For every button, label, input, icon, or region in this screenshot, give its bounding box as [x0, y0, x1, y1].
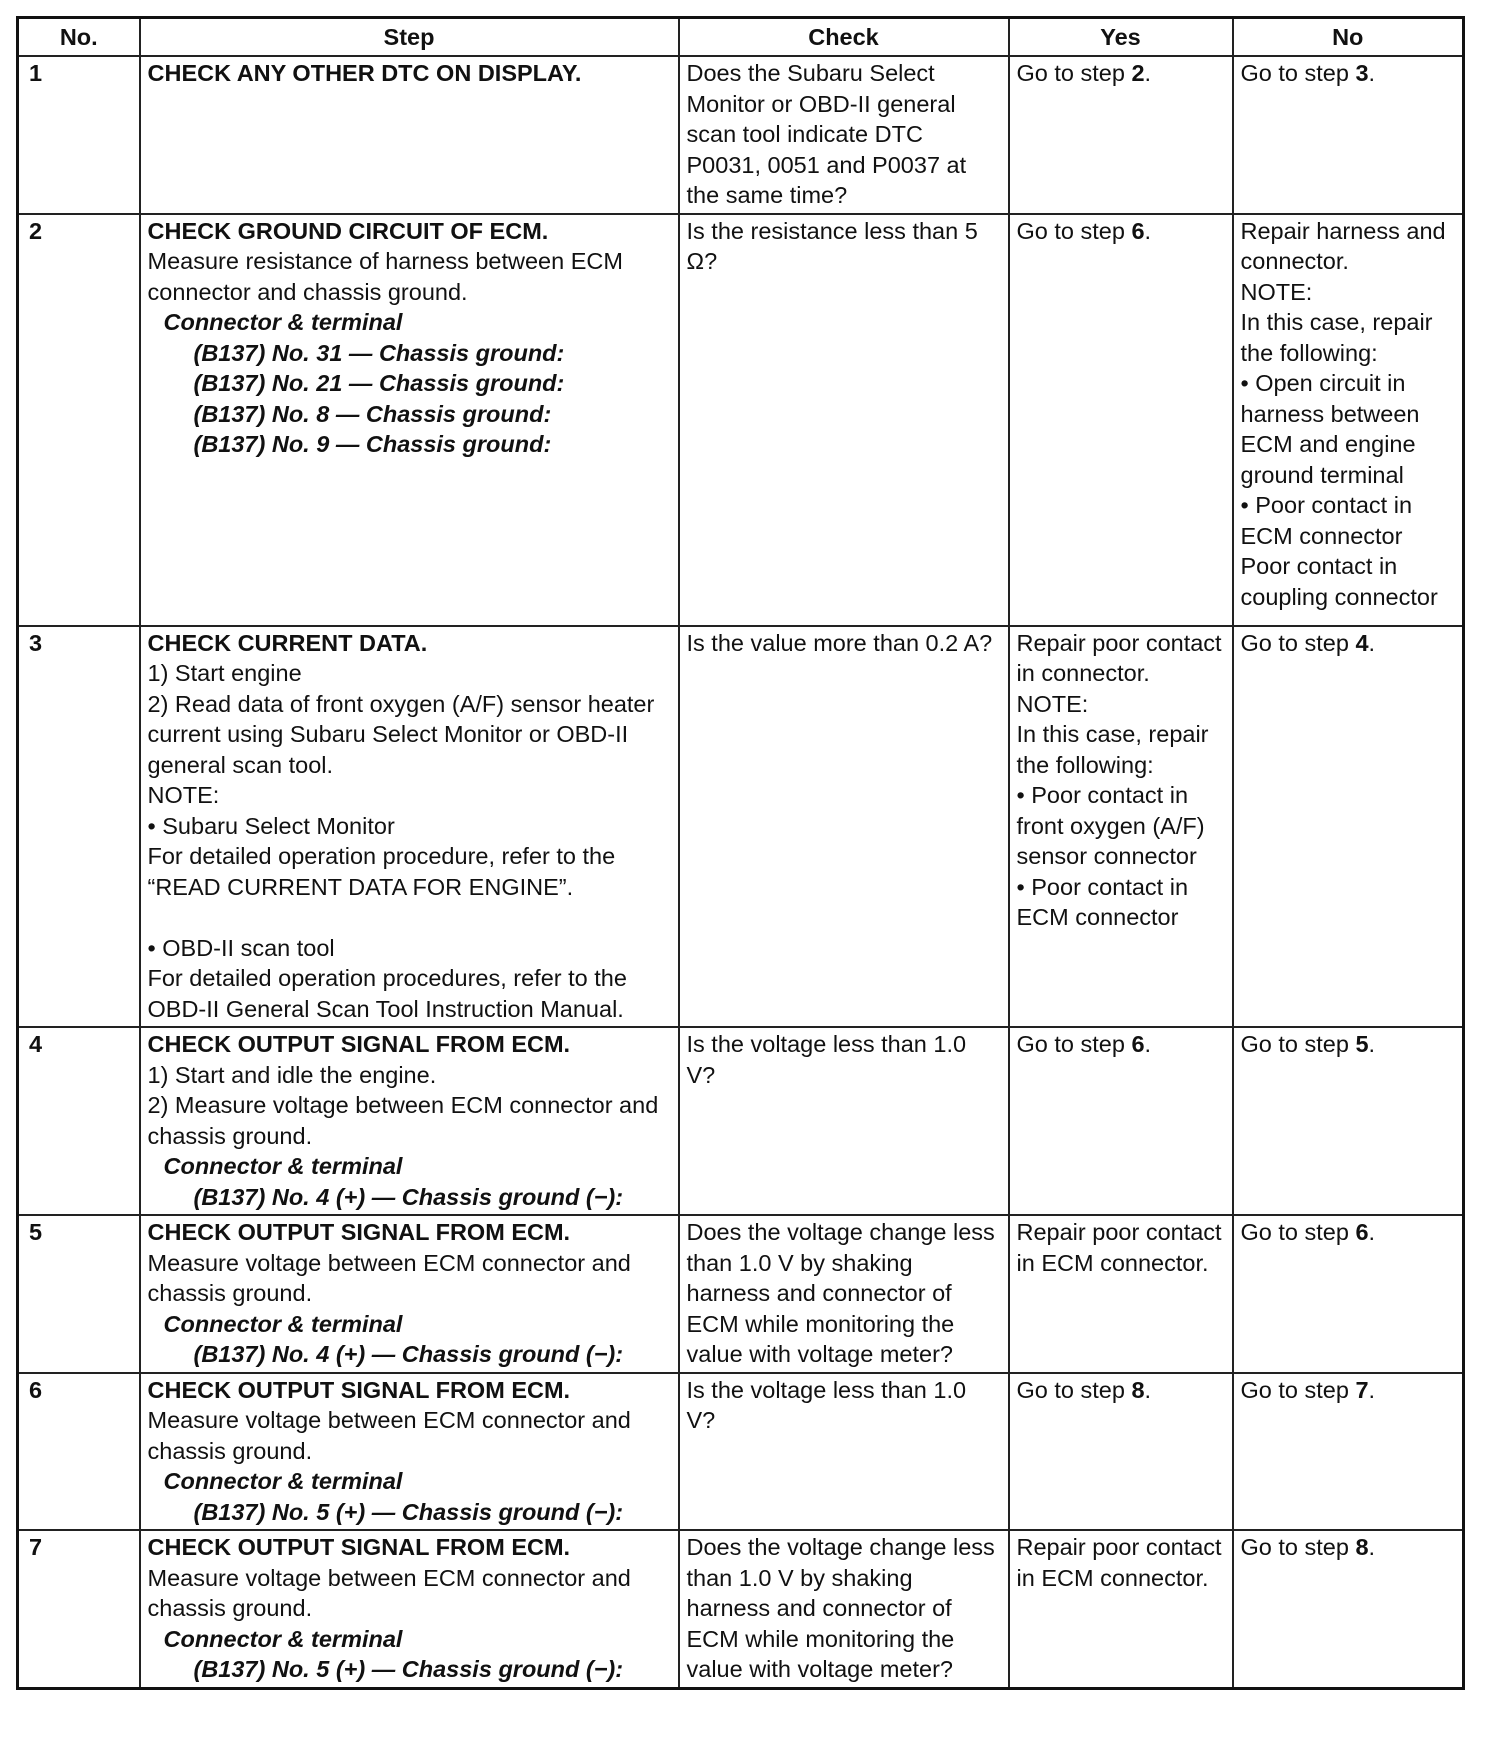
- no-cell: [1233, 1373, 1464, 1531]
- goto-step-number: 6: [1131, 1031, 1145, 1057]
- step-title: CHECK OUTPUT SIGNAL FROM ECM.: [147, 1534, 571, 1560]
- yes-cell: [1009, 626, 1233, 1028]
- blank-line: [148, 902, 671, 933]
- step-title: CHECK CURRENT DATA.: [147, 629, 428, 656]
- check-cell: Does the voltage change less than 1.0 V by shaking harness and connector of ECM while monitoring the value with voltage meter?: [679, 1530, 1009, 1688]
- goto-step-number: 4: [1355, 629, 1369, 656]
- no-cell: [1233, 1530, 1464, 1688]
- goto-step-number: 7: [1355, 1376, 1369, 1403]
- step-cell: [140, 626, 679, 1028]
- goto-step: [1017, 1375, 1225, 1406]
- goto-label: Go to step: [1240, 1534, 1356, 1560]
- text-line: Repair poor contact in ECM connector.: [1016, 1219, 1222, 1276]
- goto-step: [1241, 1375, 1456, 1406]
- goto-period: .: [1368, 60, 1376, 86]
- goto-step-number: 6: [1355, 1219, 1369, 1245]
- check-cell: Is the voltage less than 1.0 V?: [679, 1027, 1009, 1215]
- goto-label: Go to step: [1240, 1031, 1356, 1057]
- text-line: • Poor contact in ECM connector: [1240, 492, 1413, 549]
- check-cell: Is the value more than 0.2 A?: [679, 626, 1009, 1028]
- yes-cell: [1009, 56, 1233, 214]
- table-row: [18, 626, 1464, 1028]
- text-line: Measure voltage between ECM connector and chassis ground.: [147, 1249, 631, 1306]
- step-cell: [140, 1373, 679, 1531]
- text-line: • OBD-II scan tool: [147, 934, 335, 961]
- yes-cell: [1009, 1530, 1233, 1688]
- connector-label: Connector & terminal: [163, 1310, 403, 1337]
- text-line: • Open circuit in harness between ECM and engine ground terminal: [1240, 370, 1420, 488]
- text-line: • Poor contact in front oxygen (A/F) sensor connector: [1016, 782, 1205, 869]
- goto-label: Go to step: [1016, 1376, 1132, 1403]
- step-number: 5: [18, 1215, 140, 1373]
- header-yes: Yes: [1009, 18, 1233, 57]
- text-line: Measure resistance of harness between ECM connector and chassis ground.: [147, 248, 623, 305]
- text-line: In this case, repair the following:: [1240, 309, 1433, 366]
- connector-terminal: (B137) No. 4 (+) — Chassis ground (−):: [193, 1183, 624, 1210]
- step-title: CHECK OUTPUT SIGNAL FROM ECM.: [147, 1031, 571, 1057]
- connector-label: Connector & terminal: [163, 1468, 403, 1494]
- step-cell: [140, 1215, 679, 1373]
- goto-label: Go to step: [1240, 629, 1356, 656]
- goto-step: [1241, 1029, 1456, 1060]
- table-header-row: [18, 18, 1464, 57]
- goto-period: .: [1368, 629, 1376, 656]
- table-row: [18, 214, 1464, 626]
- goto-step: [1017, 58, 1225, 89]
- step-number: 1: [18, 56, 140, 214]
- table-body: [18, 56, 1464, 1688]
- header-check: Check: [679, 18, 1009, 57]
- connector-label: Connector & terminal: [163, 1153, 403, 1179]
- goto-step: [1241, 1217, 1456, 1248]
- yes-cell: [1009, 214, 1233, 626]
- goto-step-number: 8: [1355, 1534, 1369, 1560]
- text-line: NOTE:: [1016, 690, 1089, 717]
- yes-cell: [1009, 1215, 1233, 1373]
- step-number: 4: [18, 1027, 140, 1215]
- check-cell: Does the voltage change less than 1.0 V by shaking harness and connector of ECM while monitoring the value with voltage meter?: [679, 1215, 1009, 1373]
- text-line: NOTE:: [147, 782, 220, 808]
- connector-terminal: (B137) No. 8 — Chassis ground:: [193, 400, 552, 427]
- goto-step-number: 6: [1131, 217, 1145, 244]
- text-line: In this case, repair the following:: [1016, 721, 1209, 778]
- text-line: • Poor contact in ECM connector: [1016, 873, 1189, 930]
- step-number: 2: [18, 214, 140, 626]
- no-cell: [1233, 1215, 1464, 1373]
- goto-period: .: [1368, 1219, 1376, 1245]
- step-cell: [140, 1530, 679, 1688]
- connector-terminal: (B137) No. 4 (+) — Chassis ground (−):: [193, 1341, 624, 1367]
- text-line: Measure voltage between ECM connector and chassis ground.: [147, 1564, 631, 1621]
- goto-period: .: [1368, 1376, 1376, 1403]
- table-row: [18, 1027, 1464, 1215]
- table-row: [18, 1530, 1464, 1688]
- header-step: Step: [140, 18, 679, 57]
- goto-step-number: 2: [1131, 60, 1145, 86]
- goto-period: .: [1368, 1534, 1376, 1560]
- goto-period: .: [1144, 1031, 1152, 1057]
- goto-step-number: 8: [1131, 1376, 1145, 1403]
- header-no: No.: [18, 18, 140, 57]
- text-line: Repair poor contact in connector.: [1016, 629, 1222, 686]
- step-title: CHECK GROUND CIRCUIT OF ECM.: [147, 217, 549, 244]
- connector-terminal: (B137) No. 31 — Chassis ground:: [193, 339, 565, 366]
- check-cell: Does the Subaru Select Monitor or OBD-II general scan tool indicate DTC P0031, 0051 and P0037 at the same time?: [679, 56, 1009, 214]
- no-cell: [1233, 214, 1464, 626]
- diagnostic-procedure-table: [16, 16, 1465, 1690]
- step-number: 3: [18, 626, 140, 1028]
- connector-terminal: (B137) No. 5 (+) — Chassis ground (−):: [193, 1498, 624, 1525]
- goto-step: [1017, 216, 1225, 247]
- connector-terminal: (B137) No. 9 — Chassis ground:: [193, 431, 552, 457]
- connector-label: Connector & terminal: [163, 1625, 403, 1652]
- table-row: [18, 1215, 1464, 1373]
- goto-step: [1017, 1029, 1225, 1060]
- goto-period: .: [1144, 60, 1152, 86]
- goto-step: [1241, 1532, 1456, 1563]
- text-line: For detailed operation procedures, refer to the OBD-II General Scan Tool Instruction Manual.: [147, 965, 627, 1022]
- step-title: CHECK OUTPUT SIGNAL FROM ECM.: [147, 1376, 571, 1403]
- text-line: Repair poor contact in ECM connector.: [1016, 1534, 1222, 1591]
- text-line: 2) Measure voltage between ECM connector and chassis ground.: [147, 1092, 659, 1149]
- text-line: 1) Start engine: [147, 660, 302, 686]
- goto-step: [1241, 628, 1456, 659]
- connector-terminal: (B137) No. 5 (+) — Chassis ground (−):: [193, 1656, 624, 1682]
- goto-period: .: [1368, 1031, 1376, 1057]
- no-cell: [1233, 1027, 1464, 1215]
- goto-label: Go to step: [1240, 1376, 1356, 1403]
- check-cell: Is the resistance less than 5 Ω?: [679, 214, 1009, 626]
- text-line: Poor contact in coupling connector: [1240, 553, 1438, 610]
- text-line: 1) Start and idle the engine.: [147, 1061, 437, 1088]
- text-line: • Subaru Select Monitor: [147, 812, 395, 839]
- connector-terminal: (B137) No. 21 — Chassis ground:: [193, 370, 565, 396]
- goto-label: Go to step: [1240, 1219, 1356, 1245]
- step-title: CHECK OUTPUT SIGNAL FROM ECM.: [147, 1219, 571, 1245]
- goto-label: Go to step: [1240, 60, 1356, 86]
- step-cell: [140, 214, 679, 626]
- text-line: For detailed operation procedure, refer to the “READ CURRENT DATA FOR ENGINE”.: [147, 843, 616, 900]
- text-line: NOTE:: [1240, 278, 1313, 305]
- text-line: Repair harness and connector.: [1240, 217, 1446, 274]
- connector-label: Connector & terminal: [163, 309, 403, 335]
- step-number: 7: [18, 1530, 140, 1688]
- step-cell: [140, 1027, 679, 1215]
- yes-cell: [1009, 1027, 1233, 1215]
- goto-label: Go to step: [1016, 60, 1132, 86]
- goto-step: [1241, 58, 1456, 89]
- check-cell: Is the voltage less than 1.0 V?: [679, 1373, 1009, 1531]
- header-no-result: No: [1233, 18, 1464, 57]
- step-number: 6: [18, 1373, 140, 1531]
- no-cell: [1233, 56, 1464, 214]
- step-cell: [140, 56, 679, 214]
- no-cell: [1233, 626, 1464, 1028]
- step-title: CHECK ANY OTHER DTC ON DISPLAY.: [147, 60, 582, 86]
- goto-label: Go to step: [1016, 1031, 1132, 1057]
- goto-label: Go to step: [1016, 217, 1132, 244]
- goto-step-number: 3: [1355, 60, 1369, 86]
- table-row: [18, 1373, 1464, 1531]
- table-row: [18, 56, 1464, 214]
- goto-period: .: [1144, 1376, 1152, 1403]
- goto-period: .: [1144, 217, 1152, 244]
- goto-step-number: 5: [1355, 1031, 1369, 1057]
- text-line: Measure voltage between ECM connector and chassis ground.: [147, 1407, 631, 1464]
- yes-cell: [1009, 1373, 1233, 1531]
- text-line: 2) Read data of front oxygen (A/F) sensor heater current using Subaru Select Monitor or OBD-II general scan tool.: [147, 690, 655, 778]
